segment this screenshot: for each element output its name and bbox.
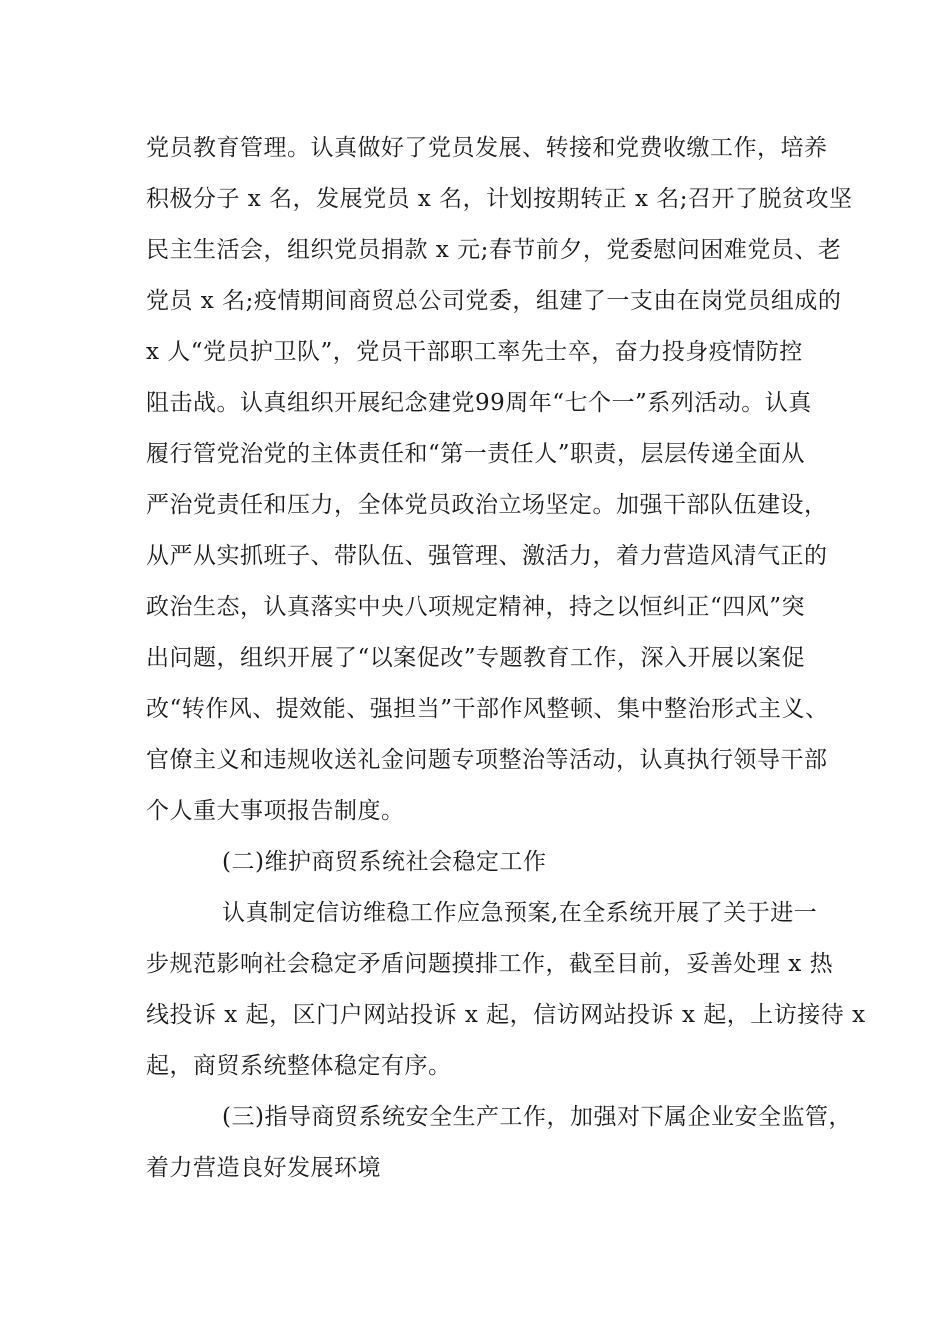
body-text-line: 积极分子 x 名，发展党员 x 名，计划按期转正 x 名;召开了脱贫攻坚 — [146, 186, 853, 212]
body-text-line: x 人“党员护卫队”，党员干部职工率先士卒，奋力投身疫情防控 — [146, 339, 803, 365]
body-text-line: 线投诉 x 起，区门户网站投诉 x 起，信访网站投诉 x 起，上访接待 x — [146, 1002, 866, 1028]
body-text-line: 起，商贸系统整体稳定有序。 — [146, 1053, 452, 1079]
body-text-line: 从严从实抓班子、带队伍、强管理、激活力，着力营造风清气正的 — [146, 543, 828, 569]
body-text-line: 民主生活会，组织党员捐款 x 元;春节前夕，党委慰问困难党员、老 — [146, 237, 842, 263]
body-text-line: 个人重大事项报告制度。 — [146, 798, 405, 824]
body-text-line: 严治党责任和压力，全体党员政治立场坚定。加强干部队伍建设， — [146, 492, 828, 518]
body-text-line: 改“转作风、提效能、强担当”干部作风整顿、集中整治形式主义、 — [146, 696, 829, 722]
section-heading: (三)指导商贸系统安全生产工作，加强对下属企业安全监管， — [222, 1104, 852, 1130]
body-text-line: 政治生态，认真落实中央八项规定精神，持之以恒纠正“四风”突 — [146, 594, 806, 620]
body-text-line: 官僚主义和违规收送礼金问题专项整治等活动，认真执行领导干部 — [146, 747, 828, 773]
body-text-line: 履行管党治党的主体责任和“第一责任人”职责，层层传递全面从 — [146, 441, 806, 467]
body-text-line: 认真制定信访维稳工作应急预案,在全系统开展了关于进一 — [222, 900, 818, 926]
body-text-line: 阻击战。认真组织开展纪念建党99周年“七个一”系列活动。认真 — [146, 390, 812, 416]
section-heading: (二)维护商贸系统社会稳定工作 — [222, 849, 547, 875]
body-text-line: 步规范影响社会稳定矛盾问题摸排工作，截至目前，妥善处理 x 热 — [146, 951, 834, 977]
body-text-line: 党员教育管理。认真做好了党员发展、转接和党费收缴工作，培养 — [146, 135, 828, 161]
section-heading-continued: 着力营造良好发展环境 — [146, 1155, 381, 1181]
body-text-line: 党员 x 名;疫情期间商贸总公司党委，组建了一支由在岗党员组成的 — [146, 288, 842, 314]
body-text-line: 出问题，组织开展了“以案促改”专题教育工作，深入开展以案促 — [146, 645, 806, 671]
